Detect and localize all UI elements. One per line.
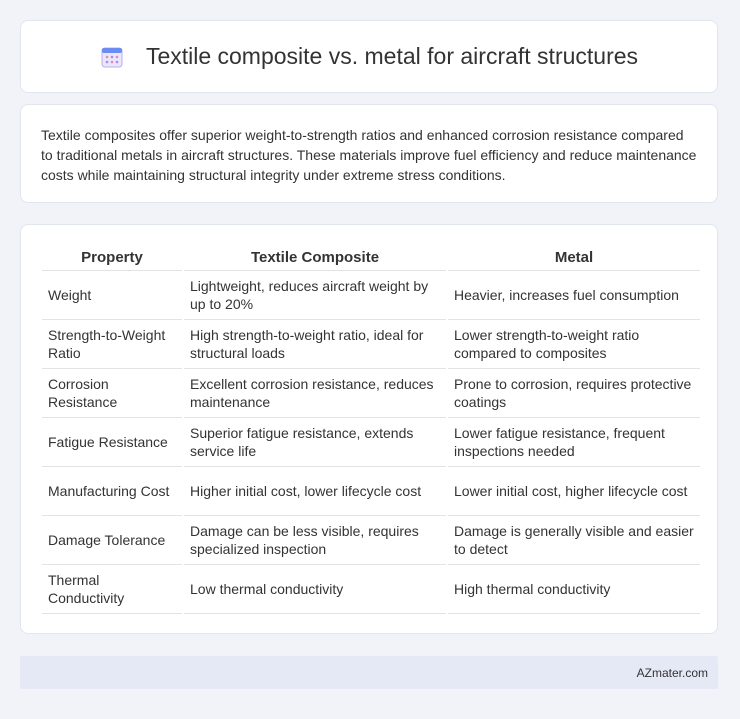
table-row bbox=[42, 516, 700, 565]
comparison-card bbox=[20, 224, 718, 634]
table-row bbox=[42, 369, 700, 418]
metal-cell: Prone to corrosion, requires protective coatings bbox=[448, 369, 700, 418]
property-cell: Thermal Conductivity bbox=[42, 565, 182, 614]
intro-text: Textile composites offer superior weight-to-strength ratios and enhanced corrosion resistance compared to traditional metals in aircraft structures. These materials improve fuel efficiency and reduce maintenance costs while maintaining structural integrity under extreme stress conditions. bbox=[41, 127, 697, 183]
metal-cell: Lower strength-to-weight ratio compared to composites bbox=[448, 320, 700, 369]
table-row bbox=[42, 418, 700, 467]
composite-cell: Lightweight, reduces aircraft weight by up to 20% bbox=[184, 271, 446, 320]
composite-cell: Low thermal conductivity bbox=[184, 565, 446, 614]
header-property: Property bbox=[42, 245, 182, 271]
table-row bbox=[42, 320, 700, 369]
header-textile-composite: Textile Composite bbox=[184, 245, 446, 271]
metal-cell: High thermal conductivity bbox=[448, 565, 700, 614]
property-cell: Strength-to-Weight Ratio bbox=[42, 320, 182, 369]
calendar-icon bbox=[100, 45, 124, 69]
metal-cell: Damage is generally visible and easier to detect bbox=[448, 516, 700, 565]
table-row bbox=[42, 565, 700, 614]
table-header-row bbox=[42, 245, 700, 271]
composite-cell: Damage can be less visible, requires specialized inspection bbox=[184, 516, 446, 565]
table-row bbox=[42, 271, 700, 320]
property-cell: Weight bbox=[42, 271, 182, 320]
property-cell: Damage Tolerance bbox=[42, 516, 182, 565]
composite-cell: Excellent corrosion resistance, reduces maintenance bbox=[184, 369, 446, 418]
page-title: Textile composite vs. metal for aircraft structures bbox=[145, 43, 639, 69]
property-cell: Fatigue Resistance bbox=[42, 418, 182, 467]
metal-cell: Heavier, increases fuel consumption bbox=[448, 271, 700, 320]
composite-cell: Higher initial cost, lower lifecycle cost bbox=[184, 467, 446, 516]
property-cell: Corrosion Resistance bbox=[42, 369, 182, 418]
table-row bbox=[42, 467, 700, 516]
footer bbox=[20, 656, 718, 689]
composite-cell: Superior fatigue resistance, extends service life bbox=[184, 418, 446, 467]
header-metal: Metal bbox=[448, 245, 700, 271]
property-cell: Manufacturing Cost bbox=[42, 467, 182, 516]
title-card bbox=[20, 20, 718, 93]
comparison-table bbox=[40, 245, 702, 614]
footer-brand: AZmater.com bbox=[636, 665, 708, 680]
metal-cell: Lower fatigue resistance, frequent inspections needed bbox=[448, 418, 700, 467]
metal-cell: Lower initial cost, higher lifecycle cost bbox=[448, 467, 700, 516]
intro-card bbox=[20, 104, 718, 203]
composite-cell: High strength-to-weight ratio, ideal for structural loads bbox=[184, 320, 446, 369]
